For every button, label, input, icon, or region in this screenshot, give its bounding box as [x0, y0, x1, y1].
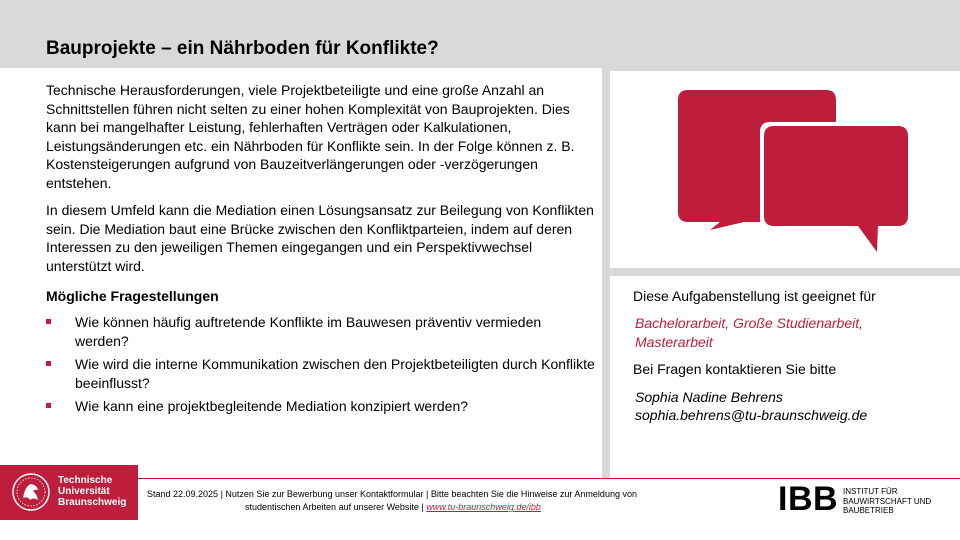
ibb-subtitle-line: INSTITUT FÜR [843, 487, 898, 496]
speech-bubble-front [764, 126, 908, 252]
tu-name-line: Braunschweig [58, 497, 127, 508]
page-title: Bauprojekte – ein Nährboden für Konflikte? [46, 38, 439, 59]
questions-list [46, 313, 598, 421]
contact-label: Bei Fragen kontaktieren Sie bitte [633, 361, 837, 377]
ibb-subtitle [843, 487, 931, 516]
ibb-subtitle-line: BAUBETRIEB [843, 506, 894, 515]
contact-email[interactable]: sophia.behrens@tu-braunschweig.de [635, 407, 868, 423]
tu-braunschweig-logo [0, 465, 138, 520]
footer-divider [0, 478, 960, 479]
footer-info-cont: studentischen Arbeiten auf unserer Website | [245, 502, 427, 512]
right-middle-divider [610, 268, 960, 276]
ibb-subtitle-line: BAUWIRTSCHAFT UND [843, 496, 932, 506]
list-item [46, 313, 598, 350]
question-text: Wie wird die interne Kommunikation zwischen den Projektbeteiligten durch Konflikte beeinflusst? [75, 356, 595, 391]
vertical-divider [602, 68, 610, 478]
footer-text [147, 488, 757, 514]
tu-name-line: Universität [58, 486, 110, 497]
question-text: Wie kann eine projektbegleitende Mediation konzipiert werden? [75, 398, 469, 414]
list-item [46, 397, 598, 416]
mediation-paragraph: In diesem Umfeld kann die Mediation einen Lösungsansatz zur Beilegung von Konflikten sein. Die Mediation baut eine Brücke zwischen den Konfliktparteien, indem auf deren Interessen zu den jeweiligen Themen eingegangen und ein Perspektivwechsel unterstützt wird. [46, 202, 594, 274]
tu-name [58, 475, 126, 508]
right-top-divider [610, 68, 960, 71]
suitable-label: Diese Aufgabenstellung ist geeignet für [633, 288, 876, 304]
footer-info-line2 [147, 501, 757, 514]
speech-bubbles-icon [672, 84, 916, 260]
website-link[interactable]: www.tu-braunschweig.de/ibb [426, 502, 541, 512]
ibb-logo [778, 480, 948, 519]
bullet-icon [46, 361, 51, 366]
bullet-icon [46, 319, 51, 324]
tu-name-line: Technische [58, 475, 113, 486]
intro-paragraph: Technische Herausforderungen, viele Projektbeteiligte und eine große Anzahl an Schnittstellen führen nicht selten zu einer hohen Komplexität von Bauprojekten. Dies kann bei mangelhafter Leistung, fehlerhaften Verträgen oder Kalkulationen, Leistungsänderungen etc. ein Nährboden für Konflikte sein. In der Folge können z. B. Kostensteigerungen aufgrund von Bauzeitverlängerungen oder -verzögerungen entstehen. [46, 82, 575, 191]
footer-info: Stand 22.09.2025 | Nutzen Sie zur Bewerbung unser Kontaktformular | Bitte beachten Sie die Hinweise zur Anmeldung von [147, 489, 637, 499]
tu-seal-icon [11, 472, 51, 512]
questions-heading: Mögliche Fragestellungen [46, 288, 219, 304]
ibb-letters: IBB [778, 480, 839, 518]
contact-name: Sophia Nadine Behrens [635, 389, 783, 405]
list-item [46, 355, 598, 392]
question-text: Wie können häufig auftretende Konflikte im Bauwesen präventiv vermieden werden? [75, 314, 542, 349]
thesis-types: Bachelorarbeit, Große Studienarbeit, Masterarbeit [635, 315, 864, 350]
bullet-icon [46, 403, 51, 408]
